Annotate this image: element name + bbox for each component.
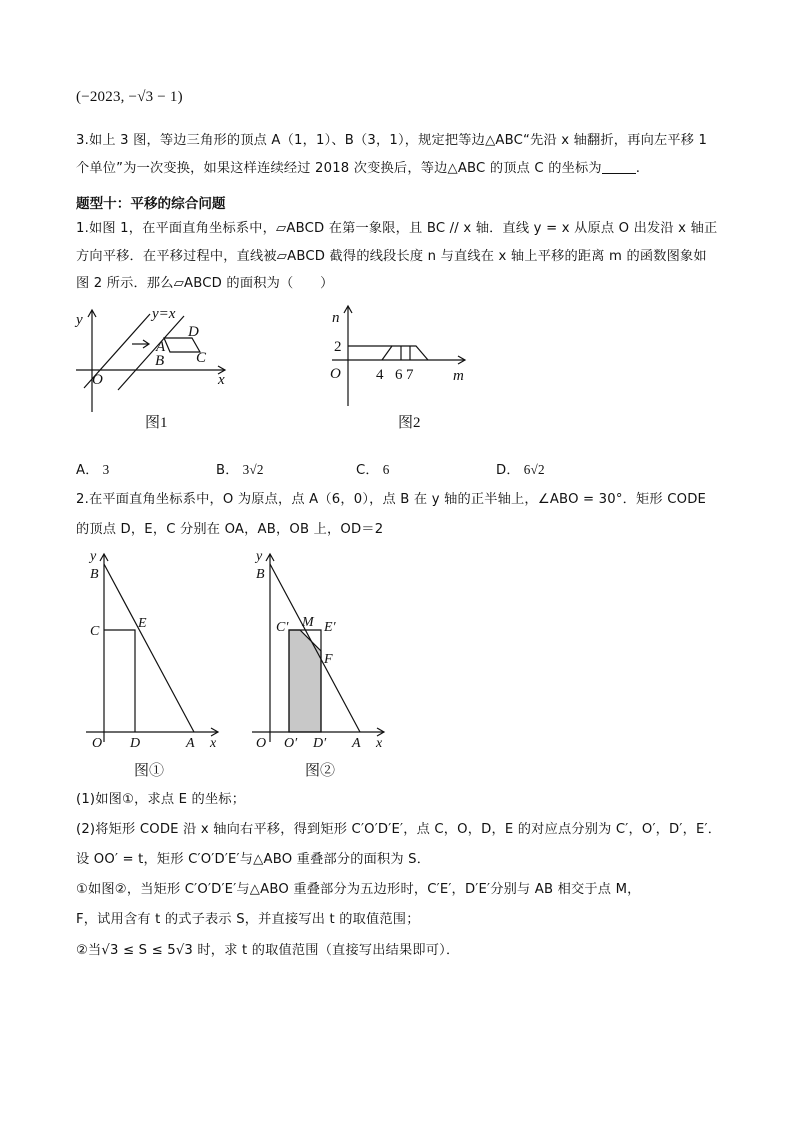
q3-line-2-text: 个单位”为一次变换，如果这样连续经过 2018 次变换后，等边△ABC 的顶点 C 的坐标为	[76, 161, 602, 176]
option-b[interactable]	[216, 460, 264, 481]
fig4-point-e-prime: E′	[324, 620, 336, 635]
option-a[interactable]	[76, 460, 109, 481]
fig3-point-d: D	[130, 736, 141, 751]
graph-line	[382, 346, 428, 360]
fig1-caption: 图1	[145, 415, 168, 431]
p2-sub-3-line-2: F，试用含有 t 的式子表示 S，并直接写出 t 的取值范围；	[76, 912, 420, 927]
line-y-eq-x-right	[118, 316, 184, 390]
option-b-letter: B．	[216, 463, 239, 478]
fig3-caption: 图①	[134, 763, 165, 779]
fig4-caption: 图②	[305, 763, 336, 779]
fig3-point-e: E	[138, 616, 147, 631]
fig1-y-label: y	[76, 312, 83, 328]
option-d[interactable]	[496, 460, 545, 481]
fig3-point-a: A	[186, 736, 195, 751]
fig3-point-c: C	[90, 624, 100, 639]
option-a-value: 3	[102, 462, 110, 477]
p1-line-3: 图 2 所示．那么▱ABCD 的面积为（ ）	[76, 276, 334, 291]
fig1-x-label: x	[218, 372, 225, 388]
fig1-line-label: y=x	[152, 306, 176, 322]
p1-line-2: 方向平移．在平移过程中，直线被▱ABCD 截得的线段长度 n 与直线在 x 轴上平移的距离 m 的函数图象如	[76, 249, 707, 264]
fig4-x-label: x	[376, 736, 383, 751]
fig4-point-f: F	[324, 652, 333, 667]
fig2-tick-4: 4	[376, 367, 384, 383]
fig4-origin: O	[256, 736, 267, 751]
fig2-tick-6: 6	[395, 367, 403, 383]
option-a-letter: A．	[76, 463, 99, 478]
fig3-origin: O	[92, 736, 103, 751]
p2-sub-1: (1)如图①，求点 E 的坐标；	[76, 792, 246, 807]
fig2-m-label: m	[453, 368, 464, 384]
fig2-tick-7: 7	[406, 367, 414, 383]
fig2-n-label: n	[332, 310, 340, 326]
fig3-y-label: y	[90, 549, 97, 564]
overlap-region	[289, 630, 321, 732]
fig3-x-label: x	[210, 736, 217, 751]
fig3-point-b: B	[90, 567, 99, 582]
option-d-value: 6√2	[523, 462, 545, 477]
fig1-origin-label: O	[92, 372, 103, 388]
p2-sub-2-line-1: (2)将矩形 CODE 沿 x 轴向右平移，得到矩形 C′O′D′E′，点 C，O，D，E 的对应点分别为 C′，O′，D′，E′．	[76, 822, 722, 837]
p2-sub-2-line-2: 设 OO′ = t，矩形 C′O′D′E′与△ABO 重叠部分的面积为 S．	[76, 852, 431, 867]
p1-line-1: 1.如图 1，在平面直角坐标系中，▱ABCD 在第一象限，且 BC // x 轴．直线 y = x 从原点 O 出发沿 x 轴正	[76, 221, 718, 236]
option-c[interactable]	[356, 460, 390, 481]
fig4-point-m: M	[302, 615, 314, 630]
fig1-point-d: D	[188, 324, 199, 340]
fig3-line-ab	[104, 564, 194, 732]
p2-line-1: 2.在平面直角坐标系中，O 为原点，点 A（6，0），点 B 在 y 轴的正半轴上，∠ABO = 30°．矩形 CODE	[76, 492, 707, 507]
rectangle-code	[104, 630, 135, 732]
p2-line-2: 的顶点 D，E，C 分别在 OA，AB，OB 上，OD＝2	[76, 522, 384, 537]
fig4-point-c-prime: C′	[276, 620, 289, 635]
option-c-value: 6	[382, 462, 390, 477]
fig2-caption: 图2	[398, 415, 421, 431]
fig4-point-a: A	[352, 736, 361, 751]
fig2-origin-label: O	[330, 366, 341, 382]
option-d-letter: D．	[496, 463, 520, 478]
fig4-point-d-prime: D′	[313, 736, 327, 751]
figure-2-graph	[320, 300, 480, 410]
p2-sub-3-line-1: ①如图②，当矩形 C′O′D′E′与△ABO 重叠部分为五边形时，C′E′，D′E′分别与 AB 相交于点 M，	[76, 882, 641, 897]
q3-line-2	[76, 159, 640, 179]
q3-line-2-end: .	[635, 161, 641, 176]
option-c-letter: C．	[356, 463, 379, 478]
section-title: 题型十：平移的综合问题	[76, 196, 226, 212]
q3-line-1: 3.如上 3 图，等边三角形的顶点 A（1，1）、B（3，1），规定把等边△ABC“先沿 x 轴翻折，再向左平移 1	[76, 133, 708, 148]
parallelogram-abcd	[164, 338, 200, 352]
fig2-tick-2: 2	[334, 339, 342, 355]
answer-blank	[602, 160, 636, 174]
fig1-point-b: B	[155, 353, 165, 369]
p2-sub-4: ②当√3 ≤ S ≤ 5√3 时，求 t 的取值范围（直接写出结果即可）．	[76, 943, 460, 958]
figure-p2-1	[78, 546, 223, 754]
answer-coordinate: (−2023, −√3 − 1)	[76, 89, 183, 105]
fig4-y-label: y	[256, 549, 263, 564]
fig4-point-o-prime: O′	[284, 736, 298, 751]
figure-p2-2	[246, 546, 391, 754]
fig4-point-b: B	[256, 567, 265, 582]
fig1-point-a: A	[156, 339, 166, 355]
option-b-value: 3√2	[242, 462, 264, 477]
fig1-point-c: C	[196, 350, 207, 366]
